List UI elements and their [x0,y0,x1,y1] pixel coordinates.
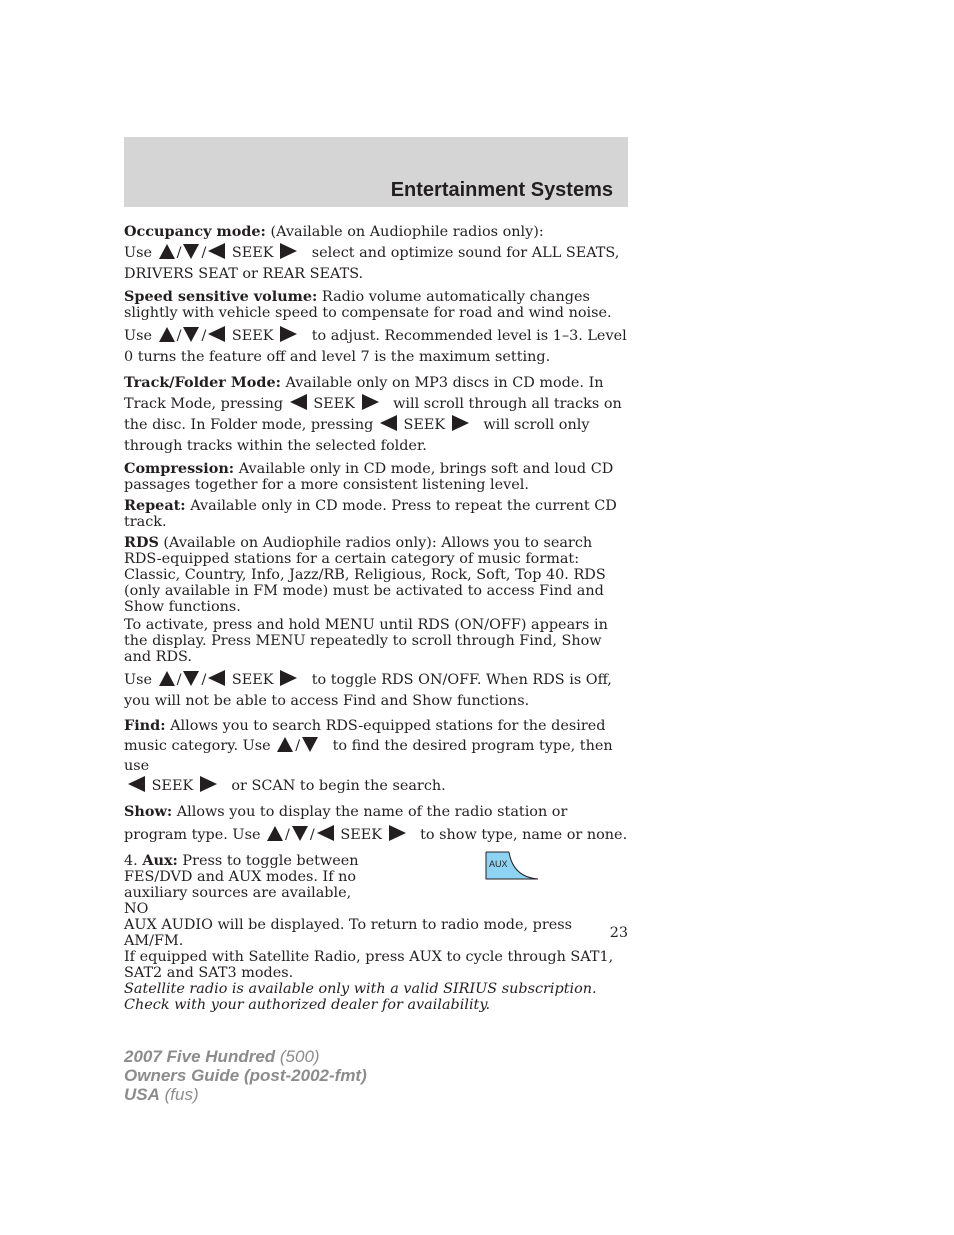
arrow-down-icon [183,671,199,686]
arrow-up-icon [277,737,293,752]
arrow-down-icon [292,826,308,841]
track-folder-paragraph: Track/Folder Mode: Available only on MP3 discs in CD mode. In Track Mode, pressing SEEK will scroll through all tracks on the disc. In Folder mode, pressing SEEK will scroll only through tracks within the selected folder. [124,374,622,454]
seek-right-icon [280,243,297,259]
footer [124,1047,367,1104]
aux-section [124,853,630,949]
arrow-down-icon [183,244,199,259]
arrow-up-icon [159,244,175,259]
seek-left-icon [208,326,225,342]
seek-left-icon [208,670,225,686]
seek-right-icon [280,326,297,342]
compression-paragraph: Compression: Available only in CD mode, brings soft and loud CD passages together for a more consistent listening level. [124,460,614,493]
aux-label: Aux: [142,852,178,869]
seek-left-icon [380,415,397,431]
header-band [124,137,628,207]
occupancy-mode-label: Occupancy mode: [124,223,266,240]
aux-continued: AUX AUDIO will be displayed. To return to radio mode, press AM/FM. [124,917,573,949]
rds-controls: Use / / SEEK to toggle RDS ON/OFF. When RDS is Off, you will not be able to access Find and Show functions. [124,672,612,709]
seek-left-icon [290,394,307,410]
seek-right-icon [389,825,406,841]
track-folder-label: Track/Folder Mode: [124,374,281,391]
show-paragraph: Show: Allows you to display the name of the radio station or program type. Use / / SEEK to show type, name or none. [124,803,628,843]
seek-left-icon [128,776,145,792]
footer-line-3: USA (fus) [124,1085,199,1104]
find-label: Find: [124,717,166,734]
aux-paragraph: 4. Aux: Press to toggle between FES/DVD and AUX modes. If no auxiliary sources are available, NO [124,852,359,917]
seek-right-icon [200,776,217,792]
arrow-up-icon [159,671,175,686]
show-label: Show: [124,803,173,820]
footer-line-2: Owners Guide (post-2002-fmt) [124,1066,367,1085]
aux-button-icon [485,851,541,881]
seek-left-icon [208,243,225,259]
section-title: Entertainment Systems [390,179,613,201]
repeat-label: Repeat: [124,497,186,514]
arrow-down-icon [302,737,318,752]
speed-volume-paragraph: Speed sensitive volume: Radio volume automatically changes slightly with vehicle speed to compensate for road and wind noise. [124,288,612,321]
page-number: 23 [609,925,628,941]
arrow-up-icon [159,327,175,342]
arrow-down-icon [183,327,199,342]
seek-right-icon [452,415,469,431]
occupancy-mode-paragraph: Occupancy mode: (Available on Audiophile radios only): Use / / SEEK select and optimize sound for ALL SEATS, DRIVERS SEAT or REAR SEATS. [124,223,620,282]
speed-volume-controls: Use / / SEEK to adjust. Recommended level is 1–3. Level 0 turns the feature off and level 7 is the maximum setting. [124,328,627,365]
seek-right-icon [362,394,379,410]
arrow-up-icon [267,826,283,841]
footer-line-1: 2007 Five Hundred (500) [124,1047,320,1066]
compression-label: Compression: [124,460,235,477]
speed-volume-label: Speed sensitive volume: [124,288,318,305]
aux-button-text: AUX [489,859,508,869]
seek-right-icon [280,670,297,686]
satellite-paragraph: If equipped with Satellite Radio, press AUX to cycle through SAT1, SAT2 and SAT3 modes. [124,949,614,981]
seek-left-icon [317,825,334,841]
satellite-note: Satellite radio is available only with a valid SIRIUS subscription. Check with your authorized dealer for availability. [124,981,597,1013]
rds-paragraph: RDS (Available on Audiophile radios only): Allows you to search RDS-equipped stations for a certain category of music format: Classic, Country, Info, Jazz/RB, Religious, Rock, Soft, Top 40. RDS (only available in FM mode) must be activated to access Find and Show functions. [124,534,606,615]
find-paragraph: Find: Allows you to search RDS-equipped stations for the desired music category. Use / to find the desired program type, then use SEEK or SCAN to begin the search. [124,717,613,794]
rds-label: RDS [124,534,159,551]
repeat-paragraph: Repeat: Available only in CD mode. Press to repeat the current CD track. [124,497,617,530]
page-content [124,221,630,1018]
rds-activate-paragraph: To activate, press and hold MENU until RDS (ON/OFF) appears in the display. Press MENU repeatedly to scroll through Find, Show and RDS. [124,617,608,665]
